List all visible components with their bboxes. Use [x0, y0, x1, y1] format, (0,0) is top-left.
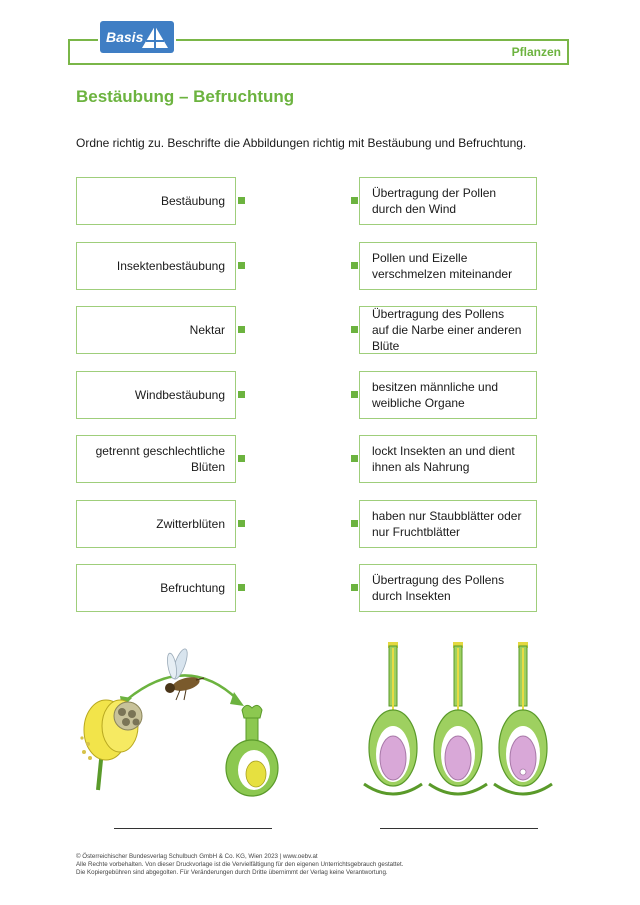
ovary-stage-1-icon: [364, 642, 422, 794]
anther-flower-icon: [80, 700, 142, 790]
copyright-footer: [76, 853, 403, 877]
connect-dot-right[interactable]: [351, 455, 358, 462]
logo-text: Basis: [106, 29, 144, 45]
definition-label: Übertragung des Pollens auf die Narbe einer anderen Blüte: [372, 307, 522, 353]
term-card: [76, 564, 236, 612]
pistil-icon: [226, 705, 278, 796]
term-card: [76, 500, 236, 548]
connect-dot-right[interactable]: [351, 584, 358, 591]
term-label: Zwitterblüten: [156, 517, 225, 531]
footer-line: Die Kopiergebühren sind abgegolten. Für Veränderungen durch Dritte übernimmt der Verlag keine Verantwortung.: [76, 869, 388, 876]
definition-card: [359, 242, 537, 290]
term-label: getrennt geschlechtliche Blüten: [95, 444, 225, 474]
term-label: Insektenbestäubung: [116, 259, 225, 273]
definition-label: lockt Insekten an und dient ihnen als Nahrung: [372, 444, 515, 474]
definition-label: besitzen männliche und weibliche Organe: [372, 380, 499, 410]
answer-line-right[interactable]: [380, 828, 538, 829]
term-label: Bestäubung: [160, 194, 225, 208]
term-card: [76, 306, 236, 354]
term-label: Windbestäubung: [134, 388, 225, 402]
footer-line: © Österreichischer Bundesverlag Schulbuch GmbH & Co. KG, Wien 2023 | www.oebv.at: [76, 853, 318, 860]
definition-label: Übertragung der Pollen durch den Wind: [372, 186, 497, 216]
connect-dot-right[interactable]: [351, 520, 358, 527]
definition-label: Pollen und Eizelle verschmelzen miteinander: [372, 251, 513, 281]
fertilization-illustration: [356, 636, 556, 806]
definition-card: [359, 564, 537, 612]
definition-card: [359, 435, 537, 483]
bee-icon: [165, 647, 204, 700]
connect-dot-left[interactable]: [238, 584, 245, 591]
term-card: [76, 242, 236, 290]
connect-dot-left[interactable]: [238, 326, 245, 333]
pollination-illustration: [76, 640, 306, 800]
definition-card: [359, 177, 537, 225]
connect-dot-left[interactable]: [238, 391, 245, 398]
term-card: [76, 371, 236, 419]
answer-line-left[interactable]: [114, 828, 272, 829]
connect-dot-right[interactable]: [351, 326, 358, 333]
connect-dot-left[interactable]: [238, 262, 245, 269]
page-title: Bestäubung – Befruchtung: [76, 87, 295, 106]
connect-dot-left[interactable]: [238, 197, 245, 204]
definition-label: Übertragung des Pollens durch Insekten: [372, 573, 505, 603]
ovary-stage-3-icon: [494, 642, 552, 794]
definition-card: [359, 306, 537, 354]
definition-card: [359, 500, 537, 548]
definition-card: [359, 371, 537, 419]
footer-line: Alle Rechte vorbehalten. Von dieser Druckvorlage ist die Vervielfältigung für den eigenen Unterrichtsgebrauch gestattet.: [76, 861, 404, 868]
connect-dot-right[interactable]: [351, 391, 358, 398]
definition-label: haben nur Staubblätter oder nur Fruchtblätter: [372, 509, 522, 539]
instruction-text: Ordne richtig zu. Beschrifte die Abbildungen richtig mit Bestäubung und Befruchtung.: [76, 136, 527, 150]
connect-dot-right[interactable]: [351, 262, 358, 269]
connect-dot-right[interactable]: [351, 197, 358, 204]
triangle-logo-icon: [140, 24, 170, 50]
term-card: [76, 435, 236, 483]
ovary-stage-2-icon: [429, 642, 487, 794]
term-label: Befruchtung: [160, 581, 225, 595]
term-label: Nektar: [189, 323, 225, 337]
basis-logo: [98, 19, 176, 55]
subject-label: Pflanzen: [511, 45, 561, 59]
connect-dot-left[interactable]: [238, 455, 245, 462]
connect-dot-left[interactable]: [238, 520, 245, 527]
term-card: [76, 177, 236, 225]
